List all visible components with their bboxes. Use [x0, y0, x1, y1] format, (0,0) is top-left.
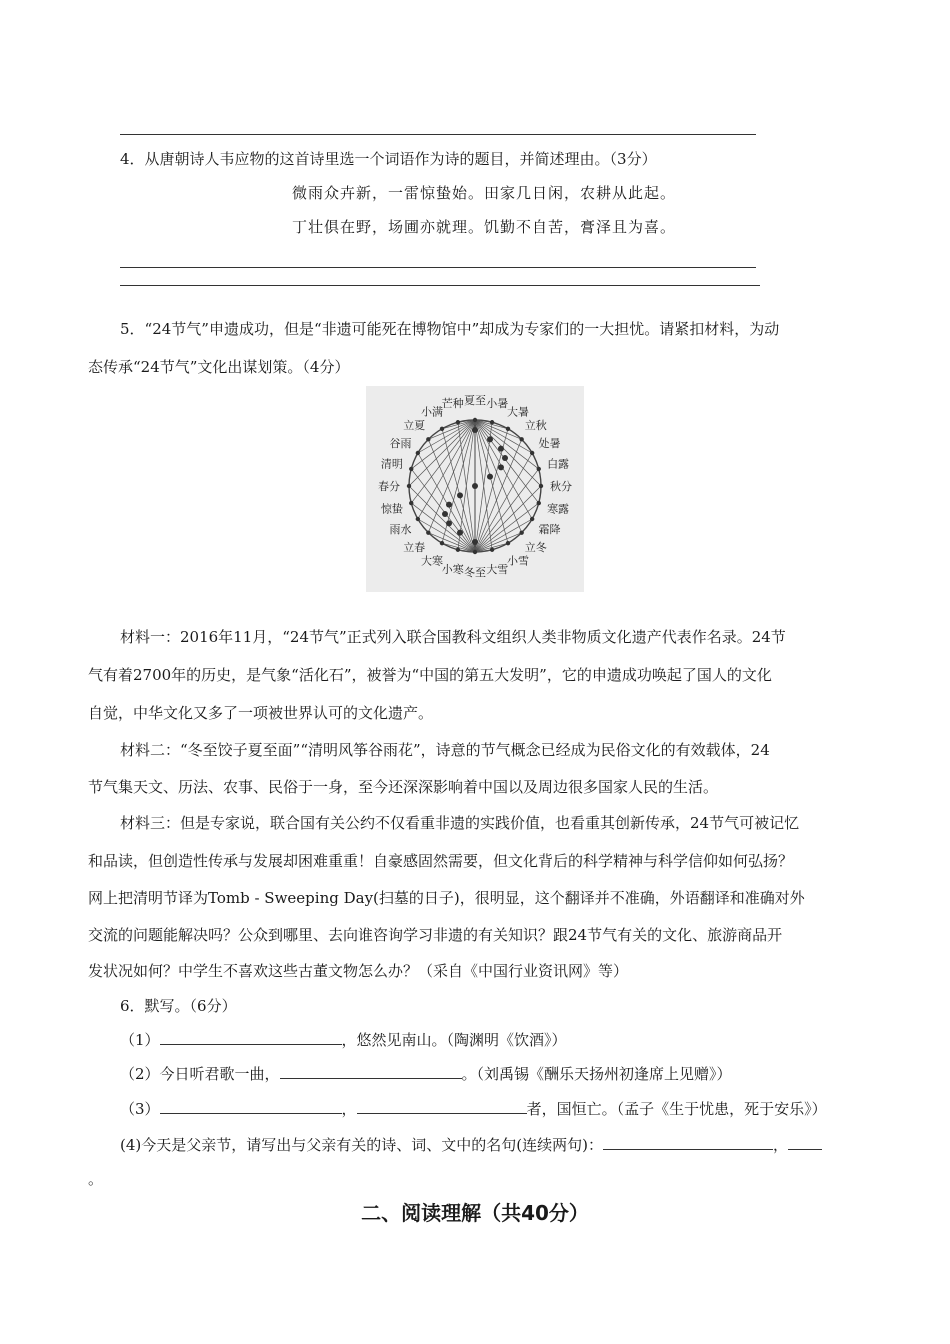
sun-dot [442, 511, 448, 517]
material-3-line-5: 发状况如何？中学生不喜欢这些古董文物怎么办？（采自《中国行业资讯网》等） [88, 962, 629, 980]
term-label: 大暑 [507, 405, 529, 419]
question-5-line-2: 态传承“24节气”文化出谋划策。（4分） [88, 358, 350, 376]
term-dot [473, 550, 477, 554]
term-dot [519, 437, 523, 441]
material-2-line-2: 节气集天文、历法、农事、民俗于一身，至今还深深影响着中国以及周边很多国家人民的生活。 [88, 778, 719, 796]
question-5-line-1: 5．“24节气”申遗成功，但是“非遗可能死在博物馆中”却成为专家们的一大担忧。请紧扣材料，为动 [120, 320, 780, 338]
ray-line [475, 439, 522, 552]
term-label: 立秋 [524, 419, 547, 433]
term-label: 清明 [380, 457, 403, 471]
term-label: 春分 [378, 480, 400, 493]
ray-line [418, 420, 475, 453]
term-label: 小暑 [486, 396, 509, 410]
term-dot [409, 467, 413, 471]
question-6-item-3 [120, 1097, 900, 1120]
item-1-number: （1） [120, 1031, 160, 1049]
sun-dot [472, 427, 478, 433]
term-dot [537, 467, 541, 471]
material-3-line-4: 交流的问题能解决吗？公众到哪里、去向谁咨询学习非遗的有关知识？跟24节气有关的文化、旅游商品开 [88, 926, 783, 944]
ray-line [428, 420, 475, 533]
item-1-text: ，悠然见南山。（陶渊明《饮酒》） [341, 1031, 567, 1049]
term-dot [530, 517, 534, 521]
material-3-line-2: 和品读，但创造性传承与发展却困难重重！自豪感固然需要，但文化背后的科学精神与科学信仰如何弘扬？ [88, 852, 794, 870]
item-4-comma: ， [772, 1136, 788, 1154]
term-dot [537, 501, 541, 505]
sun-dot [446, 520, 452, 526]
term-label: 惊蛰 [380, 502, 403, 516]
item-3-number: （3） [120, 1100, 160, 1118]
term-label: 小雪 [507, 554, 529, 568]
term-dot [440, 427, 444, 431]
sun-dot [498, 464, 504, 470]
question-6-item-1 [120, 1028, 900, 1051]
term-dot [506, 427, 510, 431]
poem-line-1: 微雨众卉新，一雷惊蛰始。田家几日闲，农耕从此起。 [292, 184, 677, 202]
answer-line [120, 134, 756, 135]
section-2-title: 二、阅读理解（共40分） [361, 1201, 589, 1225]
blank-4a[interactable] [603, 1133, 773, 1150]
term-dot [440, 541, 444, 545]
term-label: 立冬 [524, 540, 547, 554]
sun-dot [457, 530, 463, 536]
term-dot [416, 517, 420, 521]
term-label: 处暑 [538, 437, 561, 450]
material-2-line-1: 材料二：“冬至饺子夏至面”“清明风筝谷雨花”，诗意的节气概念已经成为民俗文化的有效载体，24 [120, 741, 770, 759]
term-dot [416, 451, 420, 455]
question-6-item-2 [120, 1062, 900, 1085]
term-label: 夏至 [464, 394, 486, 407]
sun-dot [487, 436, 493, 442]
term-dot [473, 418, 477, 422]
blank-3a[interactable] [160, 1097, 342, 1114]
sun-dot [498, 446, 504, 452]
term-dot [409, 501, 413, 505]
item-3-comma: ， [341, 1100, 357, 1118]
term-dot [506, 541, 510, 545]
term-label: 立春 [403, 540, 426, 554]
sun-dot [446, 502, 452, 508]
material-1-line-3: 自觉，中华文化又多了一项被世界认可的文化遗产。 [88, 704, 434, 722]
sun-dot [457, 492, 463, 498]
term-label: 芒种 [441, 396, 464, 410]
sun-dot [472, 539, 478, 545]
term-dot [490, 420, 494, 424]
ray-line [475, 420, 532, 519]
poem-line-2: 丁壮俱在野，场圃亦就理。饥勤不自苦，膏泽且为喜。 [292, 218, 677, 236]
ray-line [428, 439, 475, 552]
question-4: 4．从唐朝诗人韦应物的这首诗里选一个词语作为诗的题目，并简述理由。（3分） [120, 150, 657, 168]
term-dot [426, 437, 430, 441]
material-1-line-2: 气有着2700年的历史，是气象“活化石”，被誉为“中国的第五大发明”，它的申遗成功唤起了国人的文化 [88, 666, 772, 684]
ray-line [475, 420, 522, 533]
blank-3b[interactable] [357, 1097, 527, 1114]
term-dot [426, 530, 430, 534]
term-dot [539, 484, 543, 488]
term-label: 冬至 [464, 566, 486, 579]
term-label: 小满 [421, 405, 443, 419]
term-dot [519, 530, 523, 534]
item-3-text: 者，国恒亡。（孟子《生于忧患，死于安乐》） [526, 1100, 827, 1118]
term-label: 大雪 [486, 563, 509, 577]
item-4-text: (4)今天是父亲节，请写出与父亲有关的诗、词、文中的名句(连续两句)： [120, 1136, 603, 1154]
term-label: 雨水 [389, 523, 412, 536]
term-dot [530, 451, 534, 455]
answer-line [120, 267, 756, 268]
material-3-line-1: 材料三：但是专家说，联合国有关公约不仅看重非遗的实践价值，也看重其创新传承，24节气可被记忆 [120, 814, 800, 832]
sun-dot [502, 455, 508, 461]
solar-terms-diagram [366, 386, 584, 592]
blank-4b[interactable] [788, 1133, 822, 1150]
term-label: 寒露 [547, 502, 570, 516]
item-4-end: 。 [88, 1170, 104, 1188]
term-label: 小寒 [441, 563, 464, 577]
sun-dot [487, 474, 493, 480]
item-2-text-after: 。（刘禹锡《酬乐天扬州初逢席上见赠》） [461, 1065, 732, 1083]
question-6-title: 6．默写。（6分） [120, 997, 237, 1015]
term-dot [407, 484, 411, 488]
material-1-line-1: 材料一：2016年11月，“24节气”正式列入联合国教科文组织人类非物质文化遗产代表作名录。24节 [120, 628, 786, 646]
term-label: 霜降 [538, 523, 561, 536]
sun-dot [472, 483, 478, 489]
term-label: 立夏 [403, 419, 426, 433]
answer-line [120, 285, 760, 286]
blank-2[interactable] [280, 1062, 462, 1079]
term-label: 大寒 [421, 554, 443, 568]
term-label: 谷雨 [389, 437, 412, 450]
term-dot [456, 420, 460, 424]
material-3-line-3: 网上把清明节译为Tomb - Sweeping Day(扫墓的日子)，很明显，这个翻译并不准确，外语翻译和准确对外 [88, 889, 805, 907]
term-dot [490, 548, 494, 552]
term-dot [456, 548, 460, 552]
ray-line [418, 453, 475, 552]
item-2-text-before: （2）今日听君歌一曲， [120, 1065, 280, 1083]
term-label: 白露 [547, 457, 570, 471]
solar-terms-wheel [366, 386, 584, 592]
question-6-item-4 [120, 1133, 880, 1156]
ray-line [475, 519, 532, 552]
term-label: 秋分 [550, 480, 572, 493]
blank-1[interactable] [160, 1028, 342, 1045]
